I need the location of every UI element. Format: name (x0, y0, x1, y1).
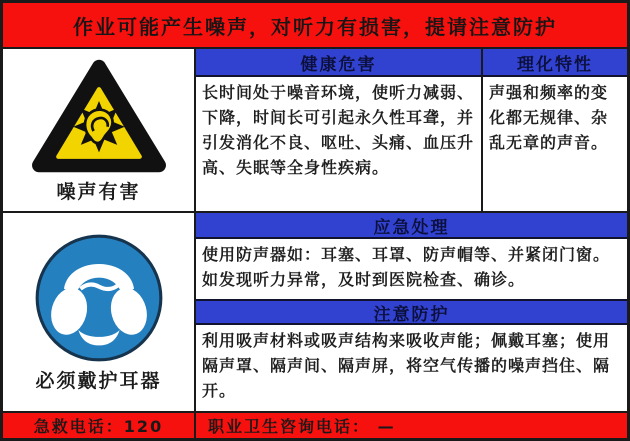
physical-properties-body: 声强和频率的变化都无规律、杂乱无章的声音。 (489, 83, 609, 152)
noise-hazard-label: 噪声有害 (56, 181, 141, 203)
health-hazard-section (196, 49, 481, 211)
signs-column (3, 49, 196, 411)
card-body (3, 49, 627, 411)
emergency-phone-cell: 急救电话：120 (3, 413, 196, 438)
emergency-response-header: 应急处理 (196, 213, 627, 239)
noise-hazard-sign-cell (3, 49, 194, 213)
wear-ear-protection-icon (32, 231, 166, 365)
ear-protection-label: 必须戴护耳器 (35, 370, 162, 392)
physical-properties-header: 理化特性 (483, 49, 627, 77)
protection-notes-body: 利用吸声材料或吸声结构来吸收声能；佩戴耳塞；使用隔声罩、隔声间、隔声屏，将空气传播的噪声挡住、隔开。 (202, 331, 611, 400)
health-hazard-header: 健康危害 (196, 49, 481, 77)
info-column (196, 49, 627, 411)
physical-properties-section (481, 49, 627, 211)
warning-banner-text: 作业可能产生噪声，对听力有损害，提请注意防护 (73, 14, 557, 39)
health-hazard-body: 长时间处于噪音环境，使听力减弱、下降，时间长可引起永久性耳聋，并引发消化不良、呕吐、头痛、血压升高、失眠等全身性疾病。 (202, 83, 475, 177)
protection-notes-header: 注意防护 (196, 301, 627, 325)
warning-banner (3, 3, 627, 49)
ear-protection-sign-cell (3, 213, 194, 411)
phone-footer (3, 411, 627, 438)
noise-hazard-icon (26, 56, 172, 176)
hazard-properties-row (196, 49, 627, 213)
emergency-response-body: 使用防声器如：耳塞、耳罩、防声帽等、并紧闭门窗。如发现听力异常，及时到医院检查、确诊。 (196, 239, 627, 301)
consult-phone-cell: 职业卫生咨询电话： — (196, 413, 627, 438)
